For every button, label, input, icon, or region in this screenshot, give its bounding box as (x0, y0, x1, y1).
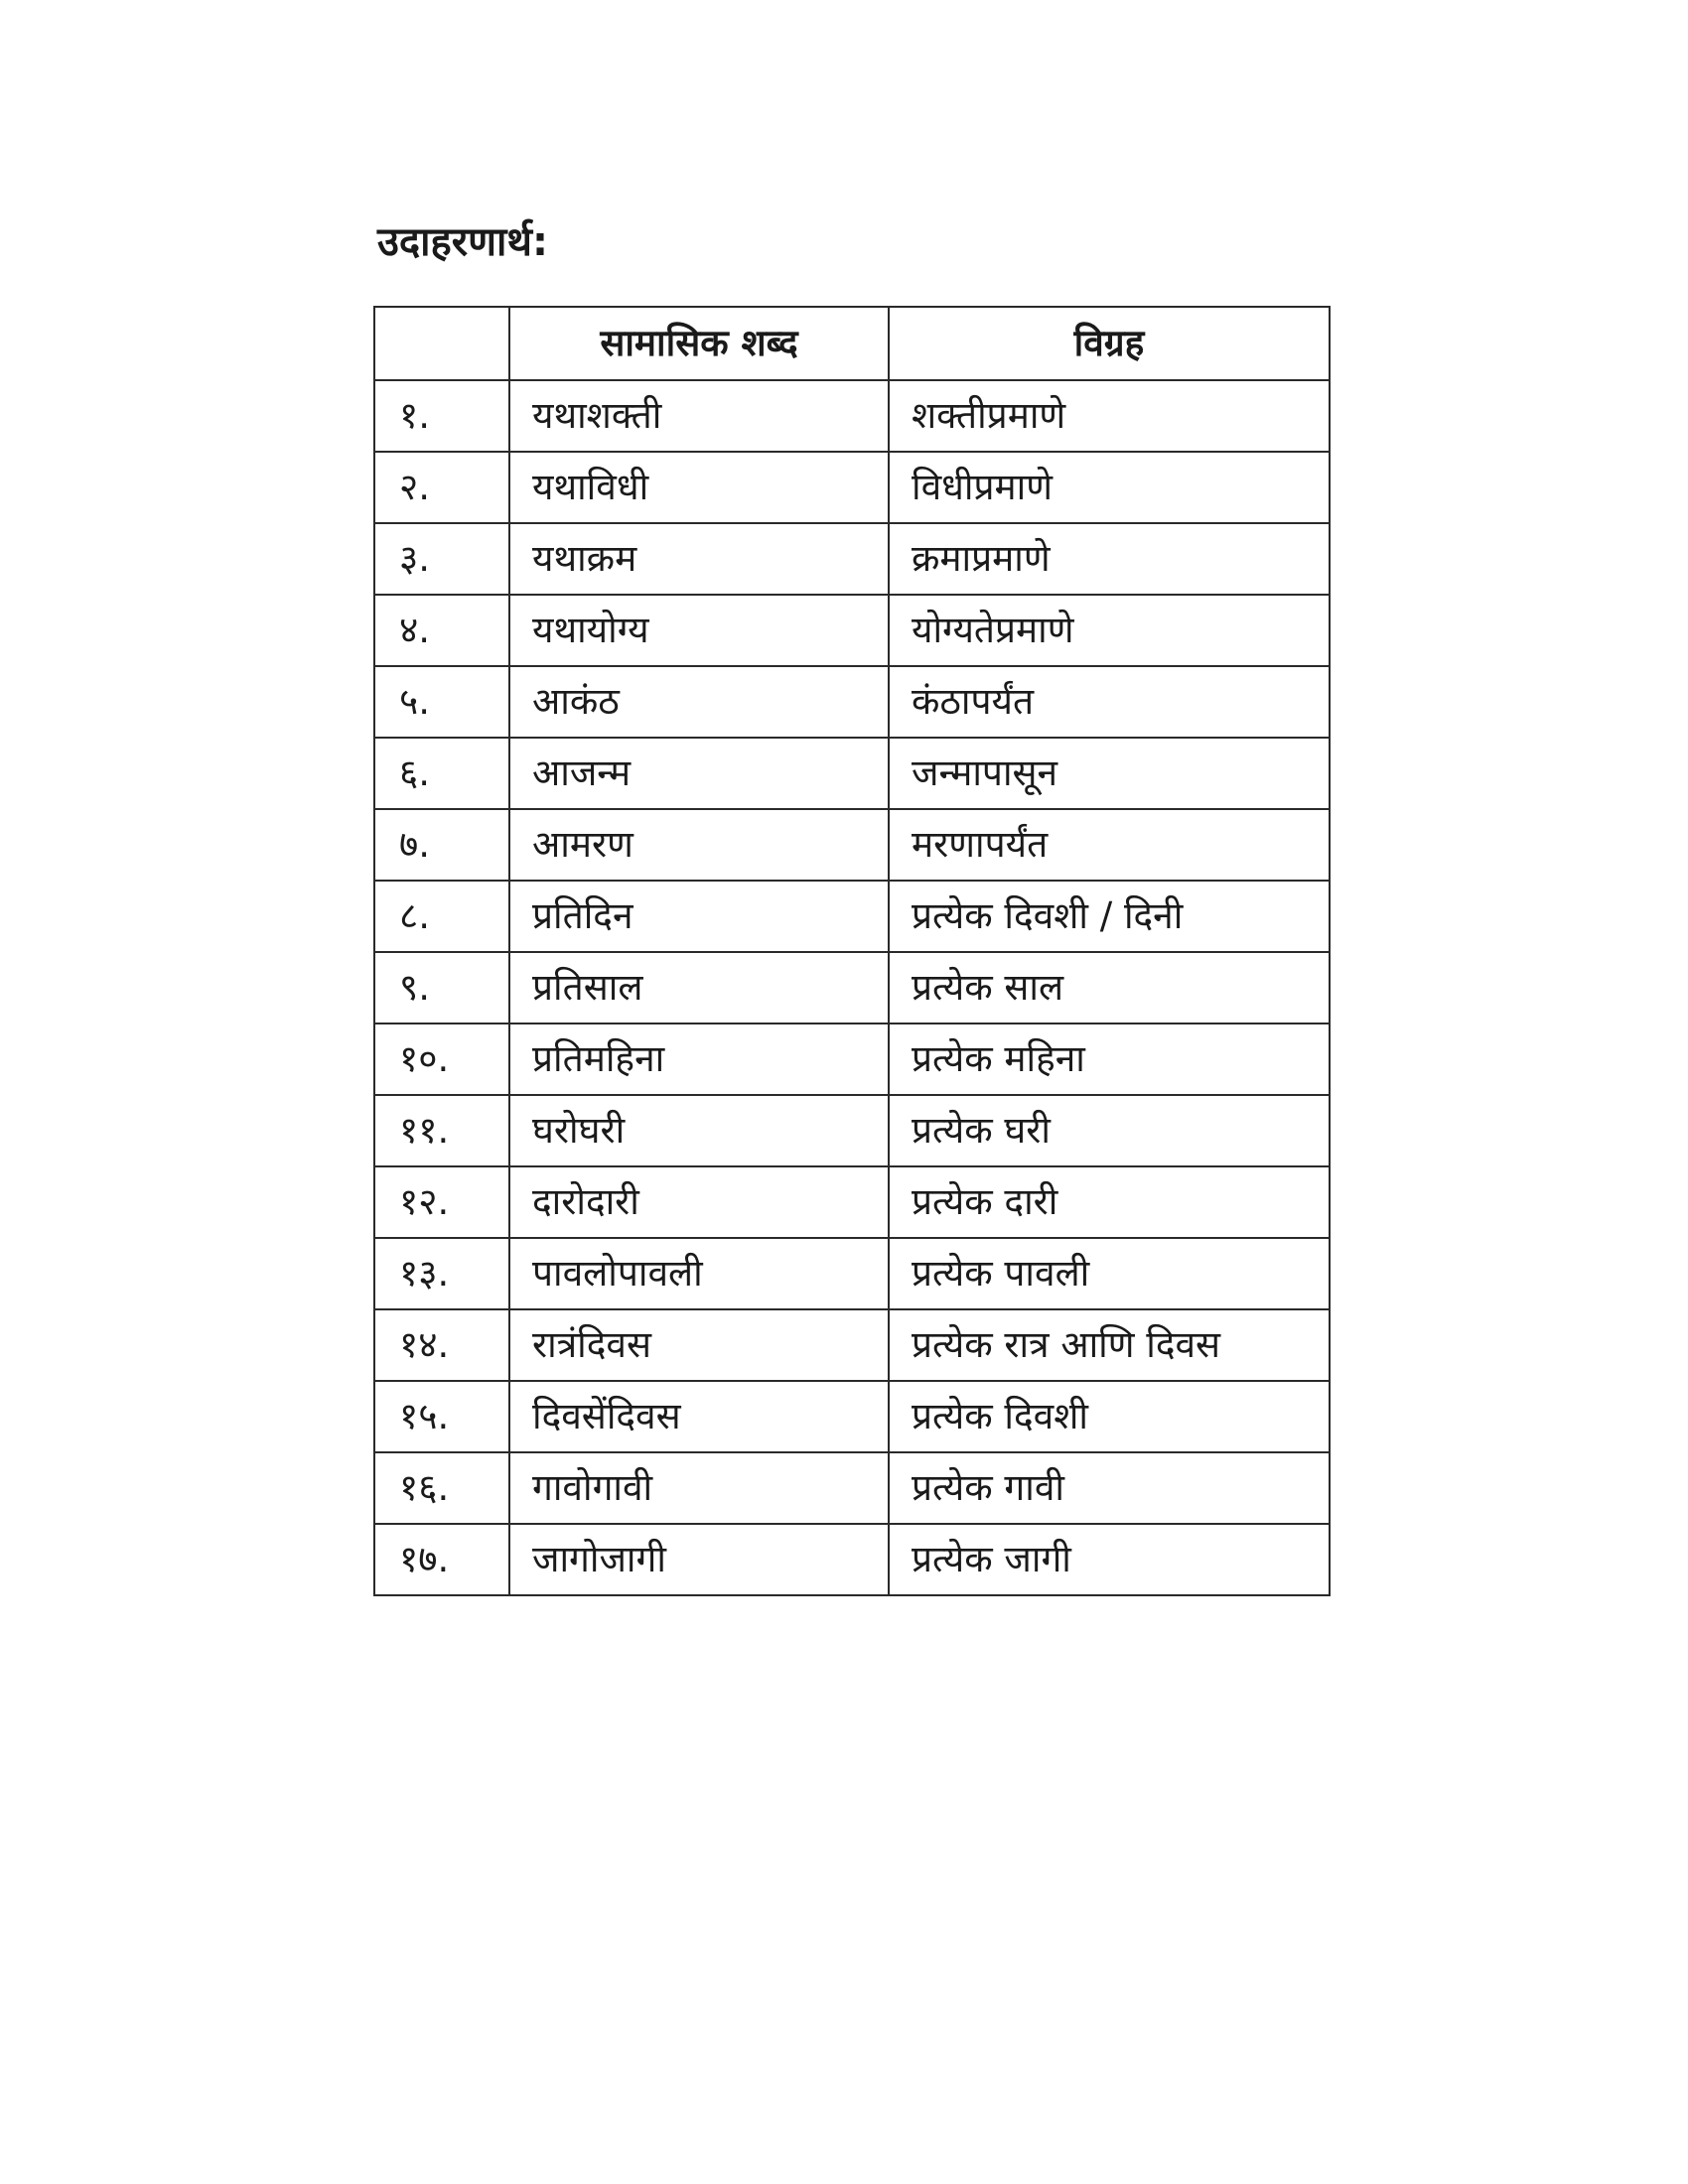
row-compound-word: आकंठ (509, 666, 889, 738)
row-analysis: जन्मापासून (889, 738, 1330, 809)
row-analysis: प्रत्येक पावली (889, 1238, 1330, 1309)
row-serial-number: ८. (374, 881, 509, 952)
row-compound-word: प्रतिमहिना (509, 1024, 889, 1095)
row-serial-number: १३. (374, 1238, 509, 1309)
row-serial-number: ३. (374, 523, 509, 595)
header-compound-word: सामासिक शब्द (509, 307, 889, 380)
table-row (374, 1024, 1330, 1095)
row-compound-word: आमरण (509, 809, 889, 881)
row-compound-word: यथाक्रम (509, 523, 889, 595)
table-row (374, 1166, 1330, 1238)
table-row (374, 738, 1330, 809)
table-row (374, 1095, 1330, 1166)
row-serial-number: २. (374, 452, 509, 523)
row-compound-word: प्रतिसाल (509, 952, 889, 1024)
row-compound-word: प्रतिदिन (509, 881, 889, 952)
table-header-row (374, 307, 1330, 380)
compound-words-table-container (373, 306, 1329, 1596)
table-body (374, 380, 1330, 1595)
row-serial-number: ७. (374, 809, 509, 881)
header-analysis: विग्रह (889, 307, 1330, 380)
row-serial-number: १०. (374, 1024, 509, 1095)
table-row (374, 380, 1330, 452)
table-row (374, 666, 1330, 738)
row-analysis: प्रत्येक दारी (889, 1166, 1330, 1238)
row-analysis: प्रत्येक घरी (889, 1095, 1330, 1166)
row-compound-word: रात्रंदिवस (509, 1309, 889, 1381)
table-row (374, 1524, 1330, 1595)
row-compound-word: यथाविधी (509, 452, 889, 523)
table-row (374, 1381, 1330, 1452)
row-serial-number: १. (374, 380, 509, 452)
compound-words-table (373, 306, 1331, 1596)
row-analysis: प्रत्येक गावी (889, 1452, 1330, 1524)
row-analysis: प्रत्येक दिवशी (889, 1381, 1330, 1452)
row-serial-number: १४. (374, 1309, 509, 1381)
row-compound-word: आजन्म (509, 738, 889, 809)
table-row (374, 809, 1330, 881)
row-serial-number: ९. (374, 952, 509, 1024)
table-row (374, 452, 1330, 523)
table-row (374, 952, 1330, 1024)
row-serial-number: १५. (374, 1381, 509, 1452)
page-heading: उदाहरणार्थ: (377, 219, 548, 265)
header-serial (374, 307, 509, 380)
row-serial-number: १२. (374, 1166, 509, 1238)
row-compound-word: घरोघरी (509, 1095, 889, 1166)
table-header (374, 307, 1330, 380)
row-analysis: मरणापर्यंत (889, 809, 1330, 881)
row-analysis: प्रत्येक दिवशी / दिनी (889, 881, 1330, 952)
row-analysis: योग्यतेप्रमाणे (889, 595, 1330, 666)
table-row (374, 881, 1330, 952)
table-row (374, 1452, 1330, 1524)
table-row (374, 523, 1330, 595)
row-compound-word: दिवसेंदिवस (509, 1381, 889, 1452)
row-serial-number: ११. (374, 1095, 509, 1166)
row-compound-word: दारोदारी (509, 1166, 889, 1238)
table-row (374, 595, 1330, 666)
row-serial-number: ४. (374, 595, 509, 666)
row-analysis: शक्तीप्रमाणे (889, 380, 1330, 452)
row-analysis: विधीप्रमाणे (889, 452, 1330, 523)
row-analysis: प्रत्येक साल (889, 952, 1330, 1024)
row-compound-word: यथायोग्य (509, 595, 889, 666)
row-compound-word: जागोजागी (509, 1524, 889, 1595)
row-compound-word: पावलोपावली (509, 1238, 889, 1309)
row-serial-number: ६. (374, 738, 509, 809)
row-serial-number: १७. (374, 1524, 509, 1595)
row-serial-number: ५. (374, 666, 509, 738)
table-row (374, 1309, 1330, 1381)
row-compound-word: यथाशक्ती (509, 380, 889, 452)
row-analysis: कंठापर्यंत (889, 666, 1330, 738)
table-row (374, 1238, 1330, 1309)
row-analysis: प्रत्येक जागी (889, 1524, 1330, 1595)
row-analysis: प्रत्येक महिना (889, 1024, 1330, 1095)
row-analysis: प्रत्येक रात्र आणि दिवस (889, 1309, 1330, 1381)
row-analysis: क्रमाप्रमाणे (889, 523, 1330, 595)
row-serial-number: १६. (374, 1452, 509, 1524)
row-compound-word: गावोगावी (509, 1452, 889, 1524)
